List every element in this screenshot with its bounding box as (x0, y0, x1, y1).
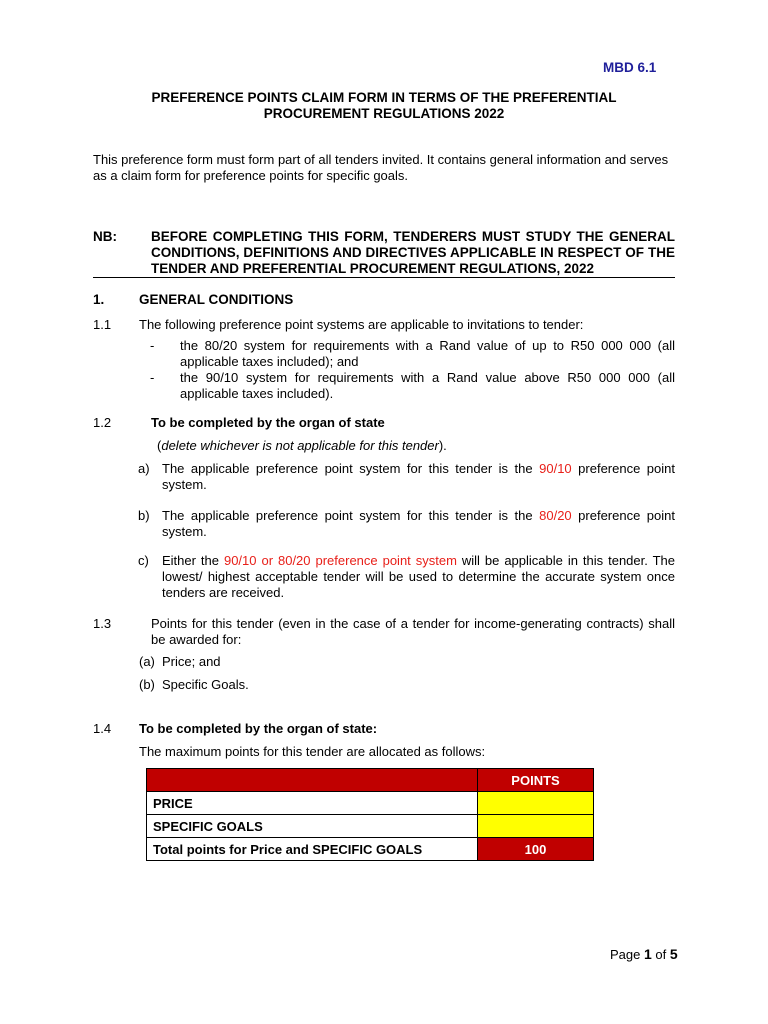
points-table-header-row (147, 769, 594, 792)
form-code: MBD 6.1 (603, 60, 657, 75)
item-a-label: (a) (139, 654, 155, 669)
bullet-dash: - (150, 338, 155, 353)
points-column-header: POINTS (478, 769, 594, 792)
form-title-line-1: PREFERENCE POINTS CLAIM FORM IN TERMS OF THE PREFERENTIAL (151, 90, 617, 105)
note-close: ). (438, 438, 447, 453)
option-c-post: will be applicable in this tender. The lowest/ highest acceptable tender will be used to determine the accurate system once tenders are received. (162, 553, 675, 600)
form-title-line-2: PROCUREMENT REGULATIONS 2022 (263, 106, 505, 121)
table-row (147, 792, 594, 815)
total-pages: 5 (669, 946, 678, 962)
section-1-number: 1. (93, 292, 105, 307)
clause-1-2-number: 1.2 (93, 415, 112, 430)
page-number (610, 946, 678, 962)
row-label-total: Total points for Price and SPECIFIC GOALS (147, 838, 478, 861)
option-c-pre: Either the (162, 553, 224, 568)
nb-label: NB: (93, 229, 117, 244)
option-c-label: c) (138, 553, 149, 568)
option-a-highlight: 90/10 (539, 461, 572, 476)
section-1-title: GENERAL CONDITIONS (139, 292, 294, 307)
option-b-text (162, 508, 675, 540)
bullet-90-10: the 90/10 system for requirements with a Rand value above R50 000 000 (all applicable taxes included). (180, 370, 675, 401)
nb-notice: BEFORE COMPLETING THIS FORM, TENDERERS MUST STUDY THE GENERAL CONDITIONS, DEFINITIONS AND DIRECTIVES APPLICABLE IN RESPECT OF THE TENDER AND PREFERENTIAL PROCUREMENT REGULATIONS, 2022 (151, 229, 675, 276)
clause-1-1-text: The following preference point systems are applicable to invitations to tender: (139, 317, 584, 332)
points-table-header-blank (147, 769, 478, 792)
row-label-specific-goals: SPECIFIC GOALS (147, 815, 478, 838)
clause-1-4-text: The maximum points for this tender are allocated as follows: (139, 744, 486, 759)
total-points-cell: 100 (478, 838, 594, 861)
option-b-post: preference point system. (162, 508, 675, 539)
page-word: Page (610, 947, 644, 962)
item-b-text: Specific Goals. (162, 677, 249, 692)
price-points-cell[interactable] (478, 792, 594, 815)
option-a-pre: The applicable preference point system for this tender is the (162, 461, 540, 476)
option-a-post: preference point system. (162, 461, 675, 492)
option-b-highlight: 80/20 (539, 508, 572, 523)
table-row (147, 815, 594, 838)
intro-paragraph: This preference form must form part of all tenders invited. It contains general information and serves as a claim form for preference points for specific goals. (93, 152, 669, 183)
row-label-price: PRICE (147, 792, 478, 815)
note-open: ( (157, 438, 162, 453)
of-word: of (651, 947, 670, 962)
bullet-dash: - (150, 370, 155, 385)
note-italic: delete whichever is not applicable for this tender (161, 438, 439, 453)
item-a-text: Price; and (162, 654, 221, 669)
clause-1-3-number: 1.3 (93, 616, 112, 631)
table-row (147, 838, 594, 861)
clause-1-2-note (157, 438, 447, 453)
item-b-label: (b) (139, 677, 155, 692)
current-page: 1 (643, 946, 652, 962)
option-a-text (162, 461, 675, 493)
clause-1-4-title: To be completed by the organ of state: (139, 721, 378, 736)
divider-rule (93, 277, 675, 278)
option-c-text (162, 553, 675, 601)
bullet-80-20: the 80/20 system for requirements with a Rand value of up to R50 000 000 (all applicable taxes included); and (180, 338, 675, 369)
option-a-label: a) (138, 461, 150, 476)
option-b-pre: The applicable preference point system for this tender is the (162, 508, 540, 523)
clause-1-4-number: 1.4 (93, 721, 112, 736)
option-c-highlight: 90/10 or 80/20 preference point system (223, 553, 457, 568)
clause-1-1-number: 1.1 (93, 317, 112, 332)
option-b-label: b) (138, 508, 150, 523)
specific-goals-points-cell[interactable] (478, 815, 594, 838)
form-title (93, 90, 675, 122)
clause-1-3-text: Points for this tender (even in the case of a tender for income-generating contracts) shall be awarded for: (151, 616, 675, 647)
clause-1-2-title: To be completed by the organ of state (151, 415, 385, 430)
points-table (146, 768, 594, 861)
